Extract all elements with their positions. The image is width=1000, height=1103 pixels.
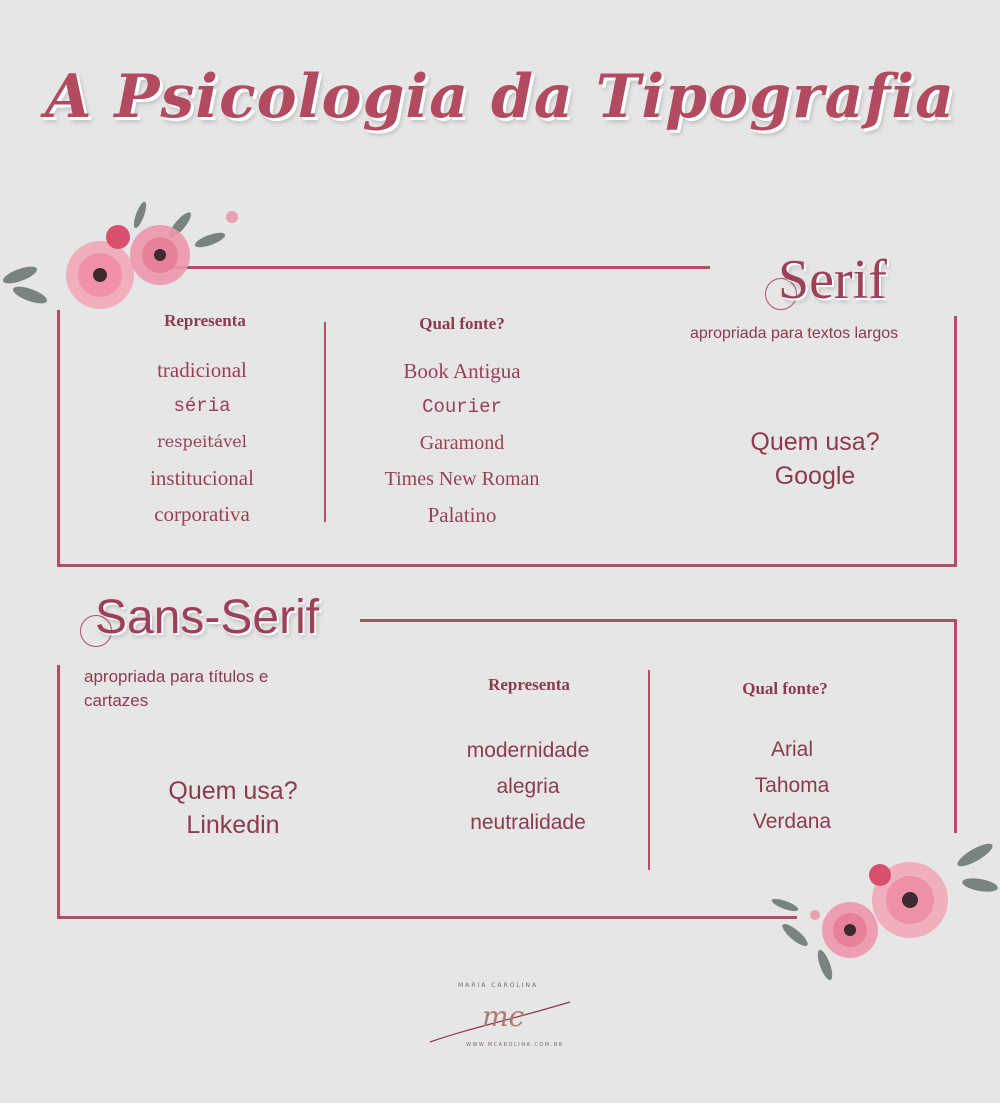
serif-represents-item: séria [173, 395, 231, 417]
sans-frame-bottom [57, 916, 797, 919]
serif-represents-item: tradicional [157, 358, 247, 382]
serif-font-item: Courier [422, 396, 502, 418]
serif-heading: Serif [778, 249, 887, 311]
serif-represents-item: corporativa [154, 502, 250, 526]
serif-font-item: Garamond [419, 432, 505, 454]
flower-decoration-top-left [0, 195, 260, 320]
sans-represents-header: Representa [488, 675, 570, 694]
serif-frame-left [57, 310, 60, 567]
sans-font-item: Verdana [752, 810, 832, 833]
logo-name: MARIA CAROLINA [458, 982, 539, 989]
sans-description: apropriada para títulos e cartazes [84, 667, 269, 710]
logo-initials: mc [482, 1000, 525, 1033]
flower-decoration-bottom-right [755, 825, 1000, 985]
sans-who-uses-label: Quem usa? [168, 777, 298, 805]
sans-fonts-header: Qual fonte? [742, 679, 828, 698]
serif-description: apropriada para textos largos [690, 325, 899, 342]
page-title: A Psicologia da Tipografia [44, 62, 956, 132]
serif-font-item: Palatino [427, 503, 497, 527]
sans-font-item: Arial [770, 738, 813, 761]
sans-represents-item: modernidade [466, 739, 590, 762]
serif-who-uses-label: Quem usa? [750, 428, 880, 456]
sans-frame-top [360, 619, 957, 622]
serif-fonts-list [362, 353, 562, 533]
serif-represents-header: Representa [164, 311, 246, 330]
sans-frame-left [57, 665, 60, 919]
sans-heading: Sans-Serif [95, 591, 320, 644]
sans-frame-right [954, 619, 957, 833]
sans-represents-list [428, 733, 628, 841]
serif-represents-item: respeitável [157, 432, 247, 451]
sans-who-uses [123, 774, 343, 842]
logo-url: WWW.MCAROLINA.COM.BR [466, 1042, 564, 1048]
sans-represents-item: alegria [496, 775, 560, 798]
serif-represents-item: institucional [150, 466, 254, 490]
serif-column-divider [324, 322, 326, 522]
sans-column-divider [648, 670, 650, 870]
sans-who-uses-value: Linkedin [186, 811, 280, 839]
serif-who-uses [705, 425, 925, 493]
serif-frame-bottom [57, 564, 957, 567]
serif-frame-right [954, 316, 957, 567]
serif-who-uses-value: Google [774, 462, 856, 490]
sans-font-item: Tahoma [754, 774, 830, 797]
sans-represents-item: neutralidade [470, 811, 586, 834]
serif-represents-list [102, 352, 302, 532]
serif-font-item: Times New Roman [384, 468, 540, 490]
serif-font-item: Book Antigua [403, 359, 521, 383]
serif-fonts-header: Qual fonte? [419, 314, 505, 333]
sans-fonts-list [692, 732, 892, 840]
brand-logo [420, 980, 580, 1060]
